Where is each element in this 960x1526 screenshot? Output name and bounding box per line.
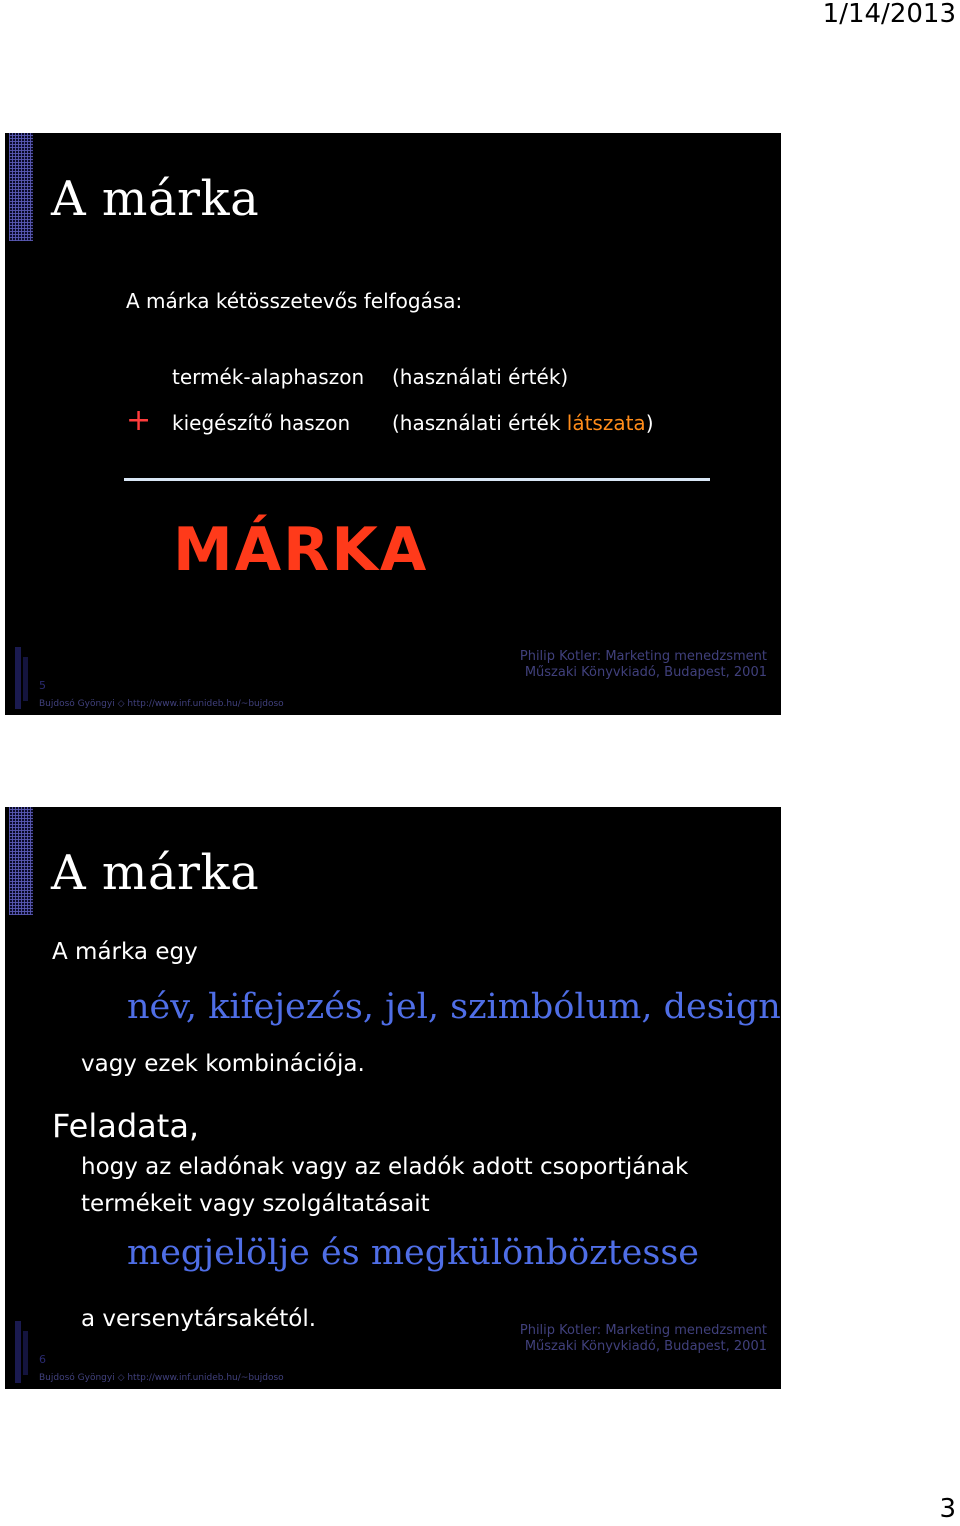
- source-citation: [520, 1323, 767, 1355]
- body-line-4: hogy az eladónak vagy az eladók adott csoportjának: [81, 1154, 689, 1180]
- row2-right-accent: látszata: [566, 411, 646, 435]
- highlight-line-2: megjelölje és megkülönböztesse: [127, 1233, 700, 1273]
- body-line-3: Feladata,: [52, 1107, 200, 1145]
- page-date: 1/14/2013: [822, 0, 956, 29]
- source-line-2: Műszaki Könyvkiadó, Budapest, 2001: [524, 1339, 767, 1354]
- slide-side-strip: [5, 807, 33, 1389]
- row2-right: [392, 411, 654, 435]
- slide-number: 5: [39, 679, 46, 692]
- intro-text: A márka kétösszetevős felfogása:: [126, 289, 463, 313]
- source-line-1: Philip Kotler: Marketing menedzsment: [519, 649, 767, 664]
- body-line-1: A márka egy: [52, 939, 198, 965]
- title-pattern-block: [9, 133, 33, 241]
- slide-footer: Bujdosó Gyöngyi ◇ http://www.inf.unideb.hu/~bujdoso: [39, 1373, 284, 1383]
- vertical-logo-icon: [11, 1317, 33, 1387]
- slide-title: A márka: [51, 171, 260, 227]
- slide-title: A márka: [51, 845, 260, 901]
- source-line-1: Philip Kotler: Marketing menedzsment: [519, 1323, 767, 1338]
- body-line-2: vagy ezek kombinációja.: [81, 1051, 365, 1077]
- slide-6: [5, 807, 781, 1389]
- sum-divider: [124, 478, 710, 481]
- plus-sign: +: [126, 403, 152, 438]
- brand-word: MÁRKA: [173, 515, 429, 585]
- row1-left: termék-alaphaszon: [172, 365, 365, 389]
- row2-left: kiegészítő haszon: [172, 411, 351, 435]
- source-line-2: Műszaki Könyvkiadó, Budapest, 2001: [524, 665, 767, 680]
- page-number: 3: [939, 1494, 956, 1524]
- vertical-logo-icon: [11, 643, 33, 713]
- body-line-5: termékeit vagy szolgáltatásait: [81, 1191, 430, 1217]
- slide-footer: Bujdosó Gyöngyi ◇ http://www.inf.unideb.hu/~bujdoso: [39, 699, 284, 709]
- slide-5: [5, 133, 781, 715]
- source-citation: [520, 649, 767, 681]
- slide-side-strip: [5, 133, 33, 715]
- row2-right-suffix: ): [645, 411, 654, 435]
- row1-right: (használati érték): [392, 365, 569, 389]
- highlight-line-1: név, kifejezés, jel, szimbólum, design: [127, 987, 781, 1027]
- slide-number: 6: [39, 1353, 46, 1366]
- body-line-6: a versenytársakétól.: [81, 1306, 317, 1332]
- row2-right-prefix: (használati érték: [392, 411, 567, 435]
- title-pattern-block: [9, 807, 33, 915]
